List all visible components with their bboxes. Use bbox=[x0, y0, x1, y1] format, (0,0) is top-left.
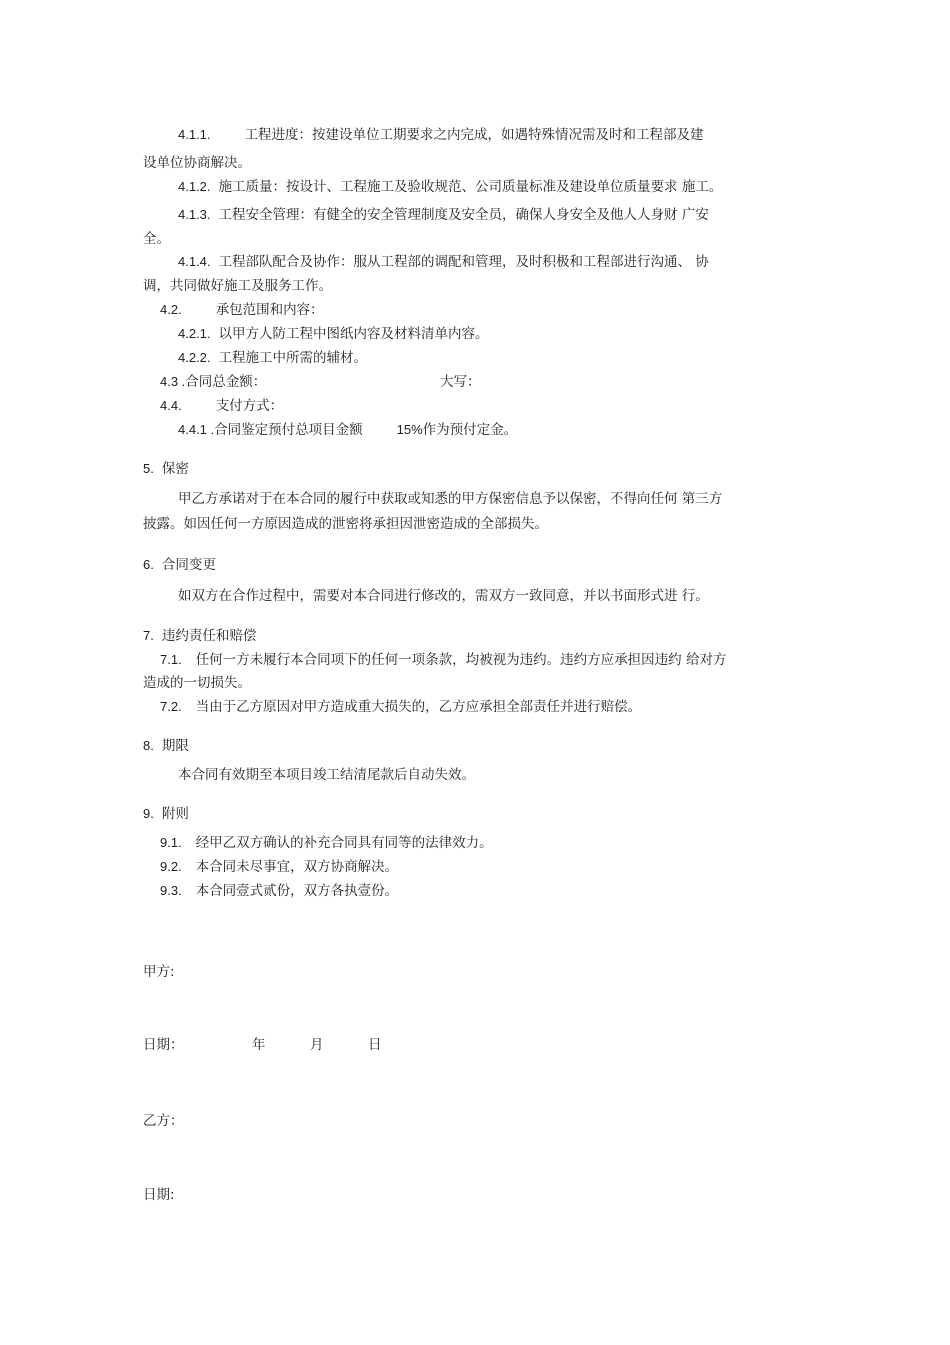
date-day-label bbox=[368, 1036, 382, 1054]
section-title: 保密 bbox=[161, 461, 189, 477]
clause-text: 支付方式： bbox=[215, 398, 284, 414]
clause-4-2-1 bbox=[178, 325, 489, 343]
section-number: 8. bbox=[143, 738, 154, 753]
clause-number: 7.2. bbox=[160, 699, 182, 714]
clause-4-1-1 bbox=[178, 126, 704, 144]
party-b-label bbox=[143, 1112, 184, 1130]
clause-number: 4.4.1 . bbox=[178, 422, 215, 437]
section-5-paragraph-continuation bbox=[143, 515, 548, 533]
section-6-paragraph bbox=[178, 587, 709, 605]
section-title: 违约责任和赔偿 bbox=[161, 628, 257, 644]
clause-number: 4.1.2. bbox=[178, 179, 211, 194]
clause-text: 全。 bbox=[143, 231, 170, 247]
clause-number: 9.1. bbox=[160, 835, 182, 850]
party-a-label bbox=[143, 963, 175, 981]
clause-text: 任何一方未履行本合同项下的任何一项条款，均被视为违约。违约方应承担因违约 给对方 bbox=[195, 652, 727, 668]
section-number: 6. bbox=[143, 557, 154, 572]
party-a-text: 甲方: bbox=[143, 964, 175, 980]
clause-4-2-2 bbox=[178, 349, 367, 367]
clause-text: 调，共同做好施工及服务工作。 bbox=[143, 278, 332, 294]
party-b-text: 乙方： bbox=[143, 1113, 184, 1129]
clause-text: 当由于乙方原因对甲方造成重大损失的，乙方应承担全部责任并进行赔偿。 bbox=[195, 699, 642, 715]
clause-4-1-2 bbox=[178, 178, 722, 196]
clause-4-2 bbox=[160, 301, 324, 319]
clause-number: 4.2. bbox=[160, 302, 182, 317]
section-number: 7. bbox=[143, 628, 154, 643]
section-title: 合同变更 bbox=[161, 557, 216, 573]
day-text: 日 bbox=[368, 1037, 382, 1053]
section-number: 5. bbox=[143, 461, 154, 476]
clause-text: 承包范围和内容： bbox=[215, 302, 324, 318]
clause-number: 4.3 . bbox=[160, 374, 186, 389]
section-5-heading bbox=[143, 460, 189, 478]
paragraph-text: 如双方在合作过程中，需要对本合同进行修改的，需双方一致同意，并以书面形式进 行。 bbox=[178, 588, 709, 604]
section-8-heading bbox=[143, 737, 189, 755]
section-7-heading bbox=[143, 627, 256, 645]
clause-number: 7.1. bbox=[160, 652, 182, 667]
clause-text: 本合同未尽事宜，双方协商解决。 bbox=[195, 859, 399, 875]
clause-text: 本合同壹式贰份，双方各执壹份。 bbox=[195, 883, 399, 899]
clause-number: 4.4. bbox=[160, 398, 182, 413]
clause-number: 4.2.1. bbox=[178, 326, 211, 341]
paragraph-text: 甲乙方承诺对于在本合同的履行中获取或知悉的甲方保密信息予以保密，不得向任何 第三方 bbox=[178, 491, 723, 507]
clause-text: 工程进度：按建设单位工期要求之内完成，如遇特殊情况需及时和工程部及建 bbox=[244, 127, 704, 143]
date-month-label bbox=[310, 1036, 324, 1054]
clause-4-3 bbox=[160, 373, 266, 391]
clause-7-2 bbox=[160, 698, 641, 716]
clause-text: 合同鉴定预付总项目金额 bbox=[214, 422, 363, 438]
clause-text: 设单位协商解决。 bbox=[143, 155, 251, 171]
date-a-label bbox=[143, 1036, 184, 1054]
clause-text-tail: 作为预付定金。 bbox=[422, 422, 518, 438]
section-5-paragraph bbox=[178, 490, 722, 508]
section-number: 9. bbox=[143, 806, 154, 821]
clause-4-1-1-continuation bbox=[143, 154, 251, 172]
prepay-percent: 15% bbox=[396, 422, 423, 437]
clause-number: 9.2. bbox=[160, 859, 182, 874]
section-9-heading bbox=[143, 805, 189, 823]
date-a-text: 日期： bbox=[143, 1037, 184, 1053]
clause-4-1-3-continuation bbox=[143, 230, 170, 248]
month-text: 月 bbox=[310, 1037, 324, 1053]
clause-7-1 bbox=[160, 651, 726, 669]
date-year-label bbox=[252, 1036, 266, 1054]
amount-uppercase-label bbox=[440, 373, 481, 391]
clause-text: 造成的一切损失。 bbox=[143, 675, 251, 691]
clause-text: 工程部队配合及协作：服从工程部的调配和管理，及时积极和工程部进行沟通、 协 bbox=[218, 254, 709, 270]
section-title: 期限 bbox=[161, 738, 189, 754]
date-b-text: 日期: bbox=[143, 1187, 175, 1203]
clause-text: 合同总金额： bbox=[185, 374, 267, 390]
clause-number: 4.2.2. bbox=[178, 350, 211, 365]
clause-9-1 bbox=[160, 834, 493, 852]
year-text: 年 bbox=[252, 1037, 266, 1053]
clause-number: 4.1.3. bbox=[178, 207, 211, 222]
clause-4-1-4 bbox=[178, 253, 709, 271]
clause-9-2 bbox=[160, 858, 398, 876]
clause-9-3 bbox=[160, 882, 398, 900]
clause-number: 4.1.1. bbox=[178, 127, 211, 142]
clause-text: 以甲方人防工程中图纸内容及材料清单内容。 bbox=[218, 326, 489, 342]
clause-4-1-3 bbox=[178, 206, 709, 224]
clause-text: 工程施工中所需的辅材。 bbox=[218, 350, 368, 366]
clause-number: 4.1.4. bbox=[178, 254, 211, 269]
paragraph-text: 披露。如因任何一方原因造成的泄密将承担因泄密造成的全部损失。 bbox=[143, 516, 548, 532]
date-b-label bbox=[143, 1186, 175, 1204]
clause-4-4-1 bbox=[178, 421, 517, 439]
clause-text: 经甲乙双方确认的补充合同具有同等的法律效力。 bbox=[195, 835, 493, 851]
section-6-heading bbox=[143, 556, 216, 574]
section-title: 附则 bbox=[161, 806, 189, 822]
clause-text: 施工质量：按设计、工程施工及验收规范、公司质量标准及建设单位质量要求 施工。 bbox=[218, 179, 723, 195]
clause-4-1-4-continuation bbox=[143, 277, 332, 295]
section-8-paragraph bbox=[178, 766, 475, 784]
paragraph-text: 本合同有效期至本项目竣工结清尾款后自动失效。 bbox=[178, 767, 475, 783]
clause-4-4 bbox=[160, 397, 283, 415]
clause-text: 工程安全管理：有健全的安全管理制度及安全员，确保人身安全及他人人身财 广安 bbox=[218, 207, 709, 223]
clause-7-1-continuation bbox=[143, 674, 251, 692]
amount-uppercase-text: 大写： bbox=[440, 374, 481, 390]
clause-number: 9.3. bbox=[160, 883, 182, 898]
